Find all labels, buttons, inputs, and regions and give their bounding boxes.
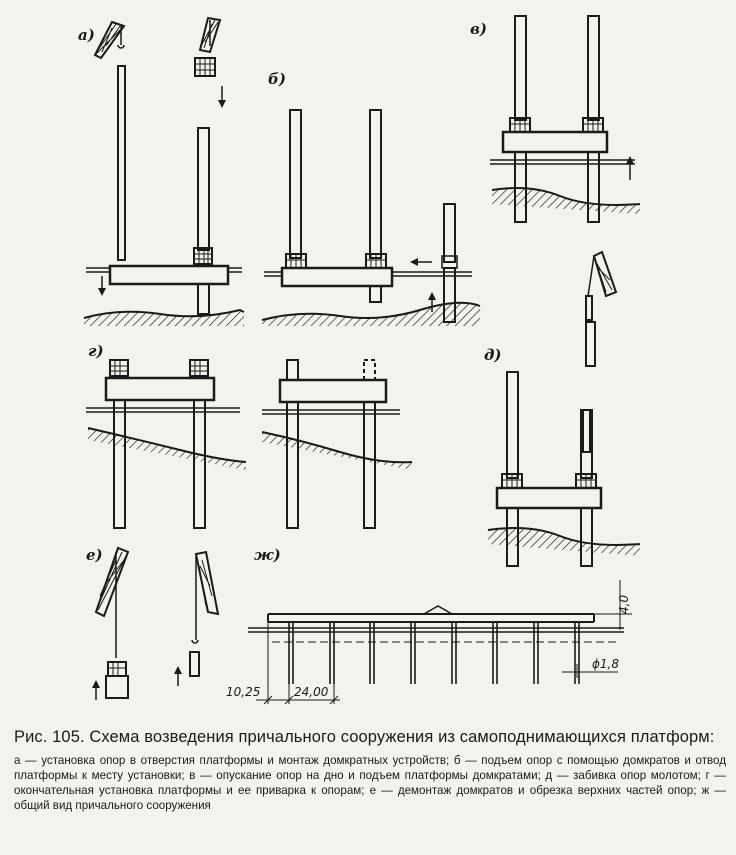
support-pile bbox=[588, 16, 599, 120]
panel-d-label: д) bbox=[484, 346, 502, 364]
water-level bbox=[264, 272, 472, 276]
support-pile bbox=[586, 322, 595, 366]
deck-bollard bbox=[424, 606, 452, 614]
platform bbox=[282, 268, 392, 286]
support-pile bbox=[444, 204, 455, 262]
seabed bbox=[88, 428, 246, 462]
support-pile bbox=[364, 402, 375, 528]
figure-caption bbox=[14, 728, 726, 813]
span-dimension-second: 24,00 bbox=[294, 685, 329, 699]
hammer bbox=[583, 410, 590, 452]
panel-v bbox=[470, 16, 640, 222]
panel-e-label: е) bbox=[86, 546, 103, 564]
panel-b bbox=[262, 70, 480, 326]
caption-title: Рис. 105. Схема возведения причального сооружения из самоподнимающихся платформ: bbox=[14, 728, 715, 746]
support-pile bbox=[118, 66, 125, 260]
support-pile bbox=[581, 508, 592, 566]
panel-zh bbox=[226, 546, 632, 704]
panel-a-label: а) bbox=[78, 26, 95, 44]
diameter-dimension: ϕ1,8 bbox=[592, 657, 619, 671]
crane-icon bbox=[588, 252, 616, 296]
support-pile bbox=[364, 360, 375, 380]
crane-icon bbox=[200, 18, 220, 52]
support-pile bbox=[588, 152, 599, 222]
caption-legend: а — установка опор в отверстия платформы и монтаж домкратных устройств; б — подъем опор с помощью домкратов и отвод платформы к месту установки; в — опускание опор на дно и подъем платформы домкратами; д — забивка опор молотом; г — окончательная установка платформы и ее приварка к опорам; е — демонтаж домкратов и обрезка верхних частей опор; ж — общий вид причального сооружения bbox=[14, 754, 726, 812]
water-level bbox=[248, 628, 624, 632]
height-dimension: 4,0 bbox=[617, 594, 631, 614]
support-pile bbox=[507, 372, 518, 478]
support-pile bbox=[287, 360, 298, 380]
platform bbox=[503, 132, 607, 152]
panel-b-label: б) bbox=[268, 70, 286, 88]
jack-device bbox=[195, 58, 215, 76]
support-pile bbox=[370, 286, 381, 302]
platform bbox=[106, 378, 214, 400]
support-pile bbox=[114, 400, 125, 528]
panel-d bbox=[484, 252, 640, 566]
support-pile bbox=[198, 284, 209, 314]
panel-v-label: в) bbox=[470, 20, 487, 38]
crane-icon bbox=[96, 548, 128, 658]
seabed bbox=[262, 432, 412, 462]
panel-g bbox=[86, 342, 412, 528]
hammer bbox=[586, 296, 592, 320]
crane-icon bbox=[192, 552, 218, 643]
support-pile bbox=[290, 110, 301, 258]
platform bbox=[110, 266, 228, 284]
jack-device bbox=[110, 360, 208, 376]
water-level bbox=[86, 408, 240, 412]
cut-pile-part bbox=[190, 652, 199, 676]
support-pile bbox=[198, 128, 209, 250]
water-level bbox=[490, 160, 635, 164]
support-pile bbox=[194, 400, 205, 528]
jack-device bbox=[106, 662, 128, 698]
span-dimension-first: 10,25 bbox=[226, 685, 261, 699]
water-level bbox=[262, 410, 400, 414]
panel-a bbox=[78, 18, 244, 326]
jack-device bbox=[286, 254, 386, 268]
support-pile bbox=[370, 110, 381, 258]
platform bbox=[280, 380, 386, 402]
panel-g-label: г) bbox=[88, 342, 104, 360]
panel-e bbox=[86, 546, 218, 700]
crane-icon bbox=[95, 22, 124, 58]
support-pile bbox=[287, 402, 298, 528]
panel-zh-label: ж) bbox=[254, 546, 281, 564]
berth-deck bbox=[268, 614, 594, 622]
platform bbox=[497, 488, 601, 508]
support-pile bbox=[515, 16, 526, 120]
